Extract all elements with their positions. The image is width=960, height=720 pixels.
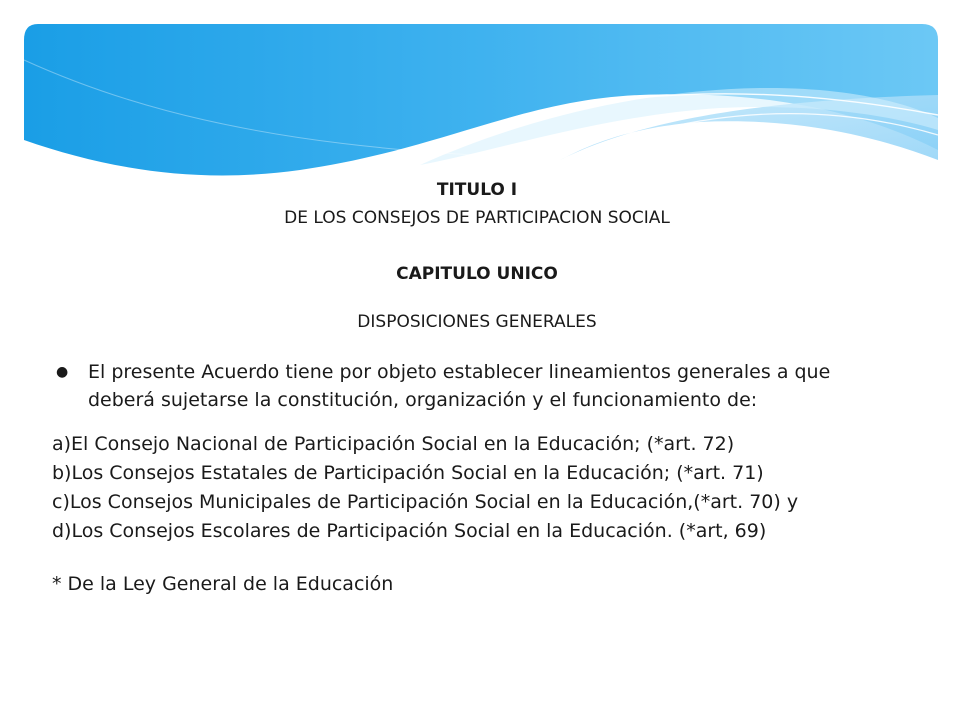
footnote: * De la Ley General de la Educación (52, 573, 394, 595)
council-list (52, 430, 902, 546)
bullet-text: El presente Acuerdo tiene por objeto establecer lineamientos generales a que deberá sujetarse la constitución, organización y el funcionamiento de: (88, 361, 831, 411)
list-item: c)Los Consejos Municipales de Participación Social en la Educación,(*art. 70) y (52, 491, 799, 513)
section-heading: DISPOSICIONES GENERALES (357, 312, 597, 332)
chapter-heading: CAPITULO UNICO (396, 264, 558, 284)
document-body (52, 176, 902, 598)
list-item: a)El Consejo Nacional de Participación Social en la Educación; (*art. 72) (52, 433, 735, 455)
list-item: b)Los Consejos Estatales de Participación Social en la Educación; (*art. 71) (52, 462, 764, 484)
bullet-paragraph (52, 358, 902, 414)
bullet-dot-icon: ● (56, 364, 69, 380)
document-title: TITULO I (436, 180, 518, 200)
document-subtitle: DE LOS CONSEJOS DE PARTICIPACION SOCIAL (284, 208, 670, 228)
list-item: d)Los Consejos Escolares de Participación Social en la Educación. (*art, 69) (52, 520, 767, 542)
